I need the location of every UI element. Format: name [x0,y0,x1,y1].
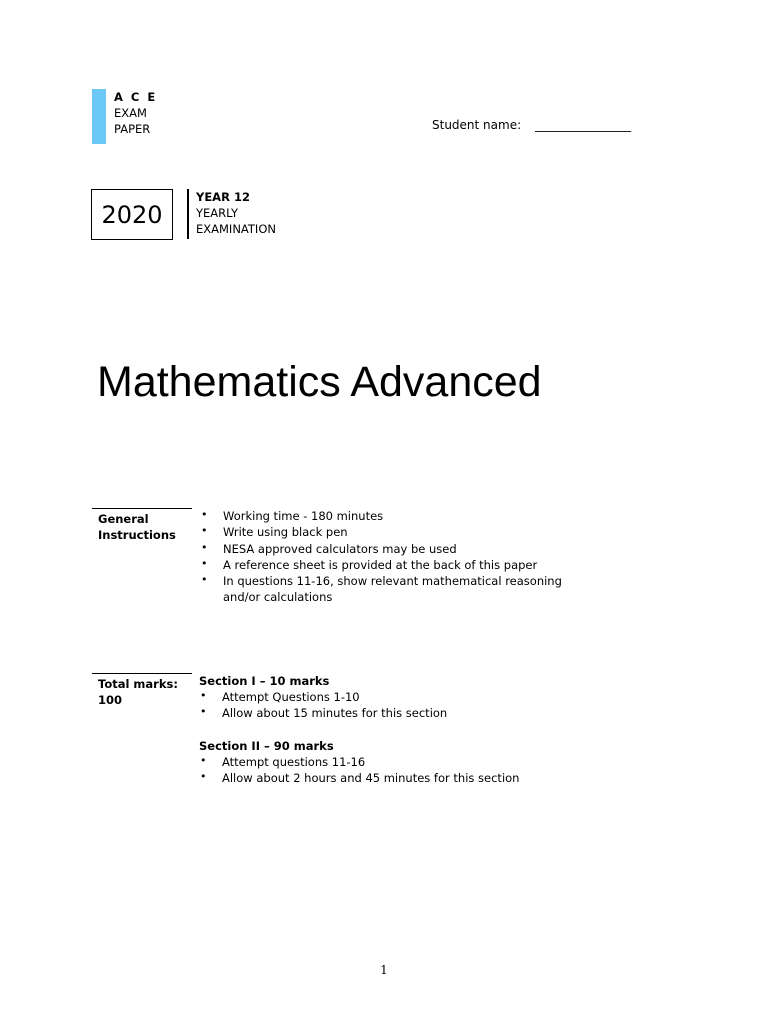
brand-text [106,89,157,144]
list-item: • NESA approved calculators may be used [200,541,600,557]
section-1-heading: Section I – 10 marks [199,674,330,688]
general-instructions-list [200,508,600,606]
total-label-line1: Total marks: [98,677,178,691]
page-title: Mathematics Advanced [97,358,542,406]
section-1-list [199,689,619,722]
year-value: 2020 [101,200,163,229]
brand-exam: EXAM [114,106,147,120]
list-item: • In questions 11-16, show relevant mathematical reasoning and/or calculations [200,573,600,606]
general-instructions-label [92,508,192,543]
general-label-line2: Instructions [98,528,176,542]
general-label-line1: General [98,512,149,526]
list-item: • Attempt Questions 1-10 [199,689,619,705]
brand-accent-bar [92,89,106,144]
year-box [91,189,173,240]
list-item: • A reference sheet is provided at the back of this paper [200,557,600,573]
page-number: 1 [380,963,388,977]
brand-paper: PAPER [114,122,151,136]
list-item: • Allow about 15 minutes for this section [199,705,619,721]
list-item: • Working time - 180 minutes [200,508,600,524]
list-item: • Allow about 2 hours and 45 minutes for this section [199,770,619,786]
brand-block [92,89,157,144]
student-name-line: ________________ [535,118,632,132]
exam-type-block [187,189,276,239]
list-item: • Attempt questions 11-16 [199,754,619,770]
list-item: • Write using black pen [200,524,600,540]
brand-ace: A C E [114,90,158,104]
student-name-label: Student name: [432,118,522,132]
total-marks-label [92,673,192,708]
section-2-list [199,754,619,787]
total-marks-value: 100 [98,693,123,707]
exam-type-line2: YEARLY [196,206,239,220]
year-level: YEAR 12 [196,190,250,204]
sections-breakdown [199,673,619,786]
exam-type-line3: EXAMINATION [196,222,276,236]
student-name-field [432,118,631,132]
section-2-heading: Section II – 90 marks [199,738,334,753]
